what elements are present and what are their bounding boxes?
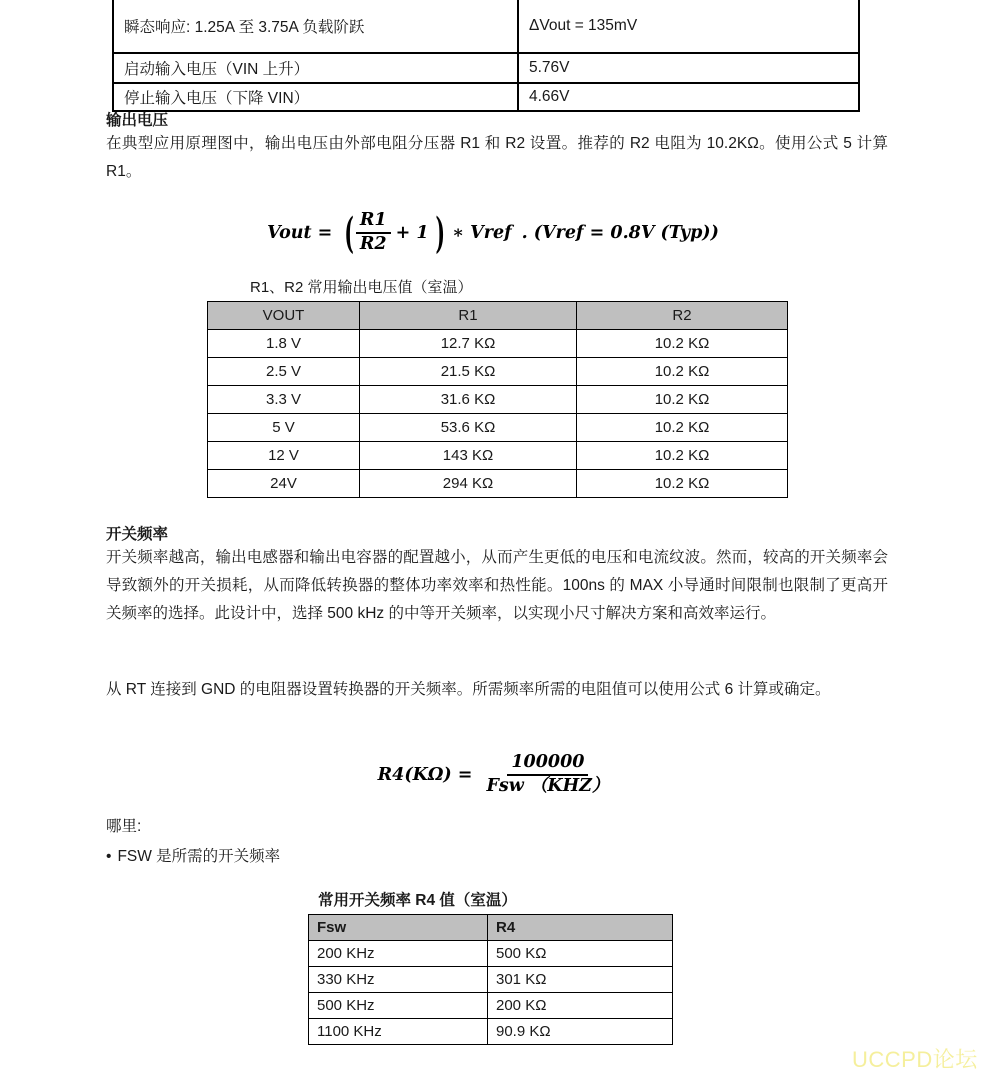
cell-vout: 12 V [208, 442, 360, 470]
cell-r4: 301 KΩ [488, 967, 673, 993]
cell-r2: 10.2 KΩ [577, 358, 788, 386]
switching-frequency-paragraph-1: 开关频率越高，输出电感器和输出电容器的配置越小，从而产生更低的电压和电流纹波。然而，较高的开关频率会导致额外的开关损耗，从而降低转换器的整体功率效率和热性能。100ns 的 MAX 小导通时间限制也限制了更高开关频率的选择。此设计中，选择 500 kHz 的中等开关频率，以实现小尺寸解决方案和高效率运行。 [106, 549, 888, 622]
cell-r1: 53.6 KΩ [360, 414, 577, 442]
col-header-vout: VOUT [208, 302, 360, 330]
vout-table-caption: R1、R2 常用输出电压值（室温） [250, 279, 473, 296]
where-block [106, 812, 280, 872]
fraction-denominator: Fsw （KHZ） [486, 776, 610, 796]
cell-vout: 2.5 V [208, 358, 360, 386]
col-header-fsw: Fsw [309, 915, 488, 941]
spec-table [112, 0, 860, 112]
section-heading-output-voltage: 输出电压 [106, 112, 169, 129]
close-paren: ) [435, 207, 445, 259]
cell-vout: 1.8 V [208, 330, 360, 358]
r4-table-caption: 常用开关频率 R4 值（室温） [318, 892, 517, 909]
fraction-denominator: R2 [359, 234, 387, 254]
fraction-numerator: R1 [356, 210, 391, 234]
table-row [309, 941, 673, 967]
table-row [309, 993, 673, 1019]
formula-tail: . (Vref = 0.8V (Typ)) [521, 223, 719, 243]
table-header-row [208, 302, 788, 330]
table-row [113, 0, 859, 53]
cell-vout: 5 V [208, 414, 360, 442]
col-header-r2: R2 [577, 302, 788, 330]
formula-lhs: Vout = [267, 223, 333, 243]
table-row [309, 1019, 673, 1045]
table-header-row [309, 915, 673, 941]
cell-r4: 200 KΩ [488, 993, 673, 1019]
cell-r2: 10.2 KΩ [577, 330, 788, 358]
table-row [309, 967, 673, 993]
col-header-r1: R1 [360, 302, 577, 330]
fraction-numerator: 100000 [507, 752, 588, 776]
output-voltage-section [106, 108, 888, 186]
where-label: 哪里: [106, 818, 142, 835]
rt-resistor-paragraph: 从 RT 连接到 GND 的电阻器设置转换器的开关频率。所需频率所需的电阻值可以使用公式 6 计算或确定。 [106, 681, 831, 698]
cell-r4: 90.9 KΩ [488, 1019, 673, 1045]
table-row [208, 386, 788, 414]
fraction [356, 210, 391, 256]
vout-table-block [207, 276, 787, 498]
bullet-item [106, 842, 280, 872]
cell-r2: 10.2 KΩ [577, 470, 788, 498]
r4-table-block [308, 888, 672, 1045]
section-heading-switching-frequency: 开关频率 [106, 526, 169, 543]
table-row [113, 83, 859, 111]
cell-vout: 3.3 V [208, 386, 360, 414]
cell-r1: 294 KΩ [360, 470, 577, 498]
table-row [208, 358, 788, 386]
cell-vout: 24V [208, 470, 360, 498]
cell-r2: 10.2 KΩ [577, 414, 788, 442]
table-row [208, 470, 788, 498]
table-row [208, 442, 788, 470]
cell-r1: 21.5 KΩ [360, 358, 577, 386]
formula-lhs: R4(KΩ) = [377, 765, 473, 785]
cell-r4: 500 KΩ [488, 941, 673, 967]
spec-value: 4.66V [518, 83, 859, 111]
cell-r2: 10.2 KΩ [577, 386, 788, 414]
forum-watermark: UCCPD论坛 [852, 1047, 978, 1072]
fraction [482, 752, 613, 798]
formula-plus-one: + 1 [395, 223, 429, 243]
cell-r2: 10.2 KΩ [577, 442, 788, 470]
spec-label: 停止输入电压（下降 VIN） [113, 83, 518, 111]
vout-table [207, 301, 788, 498]
cell-fsw: 200 KHz [309, 941, 488, 967]
table-row [208, 330, 788, 358]
bullet-icon: • [106, 848, 112, 865]
cell-r1: 12.7 KΩ [360, 330, 577, 358]
formula-mult: ∗ Vref [451, 223, 512, 243]
col-header-r4: R4 [488, 915, 673, 941]
spec-value: 5.76V [518, 53, 859, 83]
cell-fsw: 330 KHz [309, 967, 488, 993]
table-row [208, 414, 788, 442]
bullet-text: FSW 是所需的开关频率 [117, 848, 281, 865]
r4-formula [0, 742, 991, 808]
cell-r1: 31.6 KΩ [360, 386, 577, 414]
cell-r1: 143 KΩ [360, 442, 577, 470]
spec-value: ΔVout = 135mV [518, 0, 859, 53]
open-paren: ( [344, 207, 354, 259]
output-voltage-paragraph: 在典型应用原理图中，输出电压由外部电阻分压器 R1 和 R2 设置。推荐的 R2 电阻为 10.2KΩ。使用公式 5 计算 R1。 [106, 135, 888, 180]
cell-fsw: 500 KHz [309, 993, 488, 1019]
r4-table [308, 914, 673, 1045]
vout-formula [0, 202, 991, 264]
table-row [113, 53, 859, 83]
switching-frequency-section [106, 522, 888, 628]
spec-label: 瞬态响应: 1.25A 至 3.75A 负载阶跃 [113, 0, 518, 53]
spec-label: 启动输入电压（VIN 上升） [113, 53, 518, 83]
cell-fsw: 1100 KHz [309, 1019, 488, 1045]
